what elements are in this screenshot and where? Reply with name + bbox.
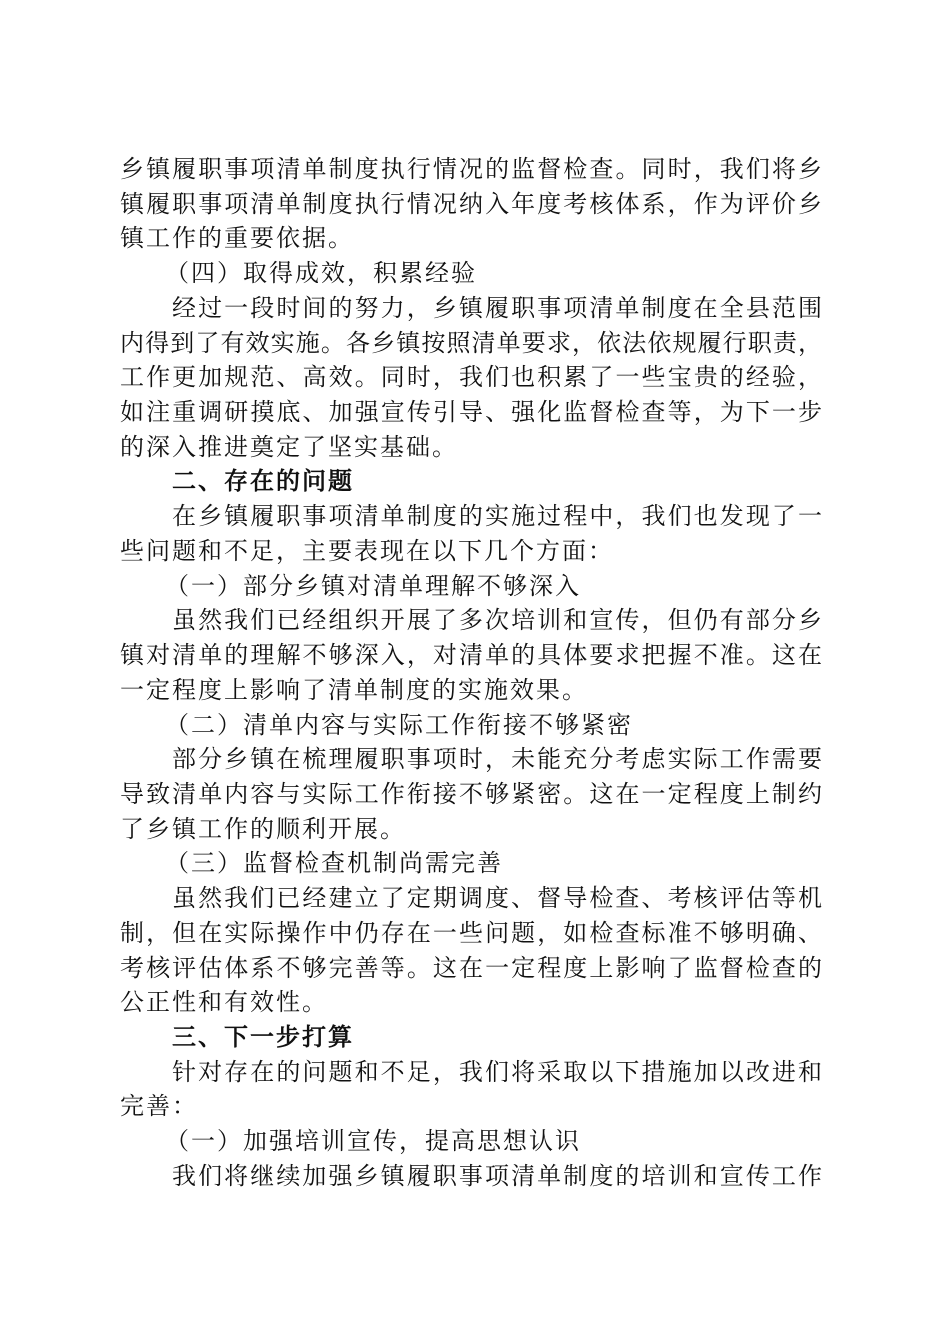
- subsection-heading: [120, 256, 822, 291]
- section-heading: [120, 1020, 822, 1055]
- subsection-heading: [120, 846, 822, 881]
- document-body: [120, 152, 822, 1194]
- text-line: 如注重调研摸底、加强宣传引导、强化监督检查等，为下一步: [120, 398, 822, 427]
- subsection-heading: [120, 708, 822, 743]
- paragraph: [120, 881, 822, 1020]
- text-line: 考核评估体系不够完善等。这在一定程度上影响了监督检查的: [120, 953, 822, 982]
- text-line: 些问题和不足，主要表现在以下几个方面：: [120, 536, 614, 565]
- paragraph: [120, 291, 822, 465]
- text-line: 虽然我们已经组织开展了多次培训和宣传，但仍有部分乡: [172, 606, 822, 635]
- text-line: （三）监督检查机制尚需完善: [165, 849, 503, 878]
- text-line: 三、下一步打算: [172, 1022, 354, 1051]
- text-line: （二）清单内容与实际工作衔接不够紧密: [165, 710, 633, 739]
- text-line: 导致清单内容与实际工作衔接不够紧密。这在一定程度上制约: [120, 779, 822, 808]
- text-line: 镇对清单的理解不够深入，对清单的具体要求把握不准。这在: [120, 641, 822, 670]
- paragraph: [120, 152, 822, 256]
- text-line: 在乡镇履职事项清单制度的实施过程中，我们也发现了一: [172, 502, 822, 531]
- paragraph: [120, 742, 822, 846]
- text-line: 部分乡镇在梳理履职事项时，未能充分考虑实际工作需要: [172, 745, 822, 774]
- text-line: 二、存在的问题: [172, 467, 354, 496]
- subsection-heading: [120, 569, 822, 604]
- paragraph: [120, 499, 822, 568]
- text-line: 我们将继续加强乡镇履职事项清单制度的培训和宣传工作: [172, 1161, 822, 1190]
- text-line: 了乡镇工作的顺利开展。: [120, 814, 406, 843]
- text-line: 针对存在的问题和不足，我们将采取以下措施加以改进和: [172, 1057, 822, 1086]
- text-line: 制，但在实际操作中仍存在一些问题，如检查标准不够明确、: [120, 918, 822, 947]
- text-line: 乡镇履职事项清单制度执行情况的监督检查。同时，我们将乡: [120, 155, 822, 183]
- text-line: 完善：: [120, 1092, 198, 1121]
- text-line: 的深入推进奠定了坚实基础。: [120, 432, 458, 461]
- text-line: 经过一段时间的努力，乡镇履职事项清单制度在全县范围: [172, 293, 822, 322]
- text-line: 虽然我们已经建立了定期调度、督导检查、考核评估等机: [172, 884, 822, 913]
- subsection-heading: [120, 1124, 822, 1159]
- text-line: 工作更加规范、高效。同时，我们也积累了一些宝贵的经验，: [120, 363, 822, 392]
- text-line: （一）加强培训宣传，提高思想认识: [165, 1127, 581, 1156]
- section-heading: [120, 464, 822, 499]
- text-line: （一）部分乡镇对清单理解不够深入: [165, 571, 581, 600]
- paragraph: [120, 603, 822, 707]
- text-line: （四）取得成效，积累经验: [165, 259, 477, 288]
- paragraph: [120, 1055, 822, 1124]
- text-line: 镇履职事项清单制度执行情况纳入年度考核体系，作为评价乡: [120, 189, 822, 218]
- text-line: 镇工作的重要依据。: [120, 224, 354, 253]
- paragraph: [120, 1159, 822, 1194]
- text-line: 内得到了有效实施。各乡镇按照清单要求，依法依规履行职责，: [120, 328, 822, 357]
- text-line: 公正性和有效性。: [120, 988, 328, 1017]
- text-line: 一定程度上影响了清单制度的实施效果。: [120, 675, 588, 704]
